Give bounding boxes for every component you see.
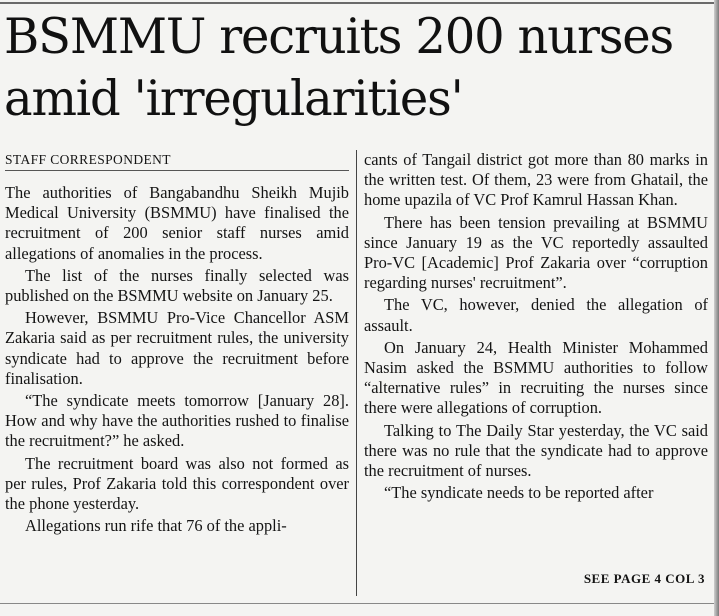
paragraph: The recruitment board was also not formed as per rules, Prof Zakaria told this correspondent over the phone yesterday. [5, 453, 349, 514]
headline-line-2: amid 'irregularities' [4, 70, 463, 127]
continuation-jump: SEE PAGE 4 COL 3 [583, 571, 705, 586]
byline: STAFF CORRESPONDENT [5, 150, 349, 171]
top-rule [0, 2, 719, 4]
column-divider [356, 150, 357, 596]
paragraph: The list of the nurses finally selected was published on the BSMMU website on January 25. [5, 265, 349, 306]
bottom-rule [0, 603, 719, 604]
article-column-right [364, 150, 708, 505]
paragraph: However, BSMMU Pro-Vice Chancellor ASM Zakaria said as per recruitment rules, the university syndicate had to approve the recruitment before finalisation. [5, 308, 349, 388]
article-column-left [5, 150, 349, 538]
paragraph: The VC, however, denied the allegation of assault. [364, 295, 708, 335]
paragraph: There has been tension prevailing at BSMMU since January 19 as the VC reportedly assaulted Pro-VC [Academic] Prof Zakaria over “corruption regarding nurses' recruitment”. [364, 212, 708, 293]
paragraph: Talking to The Daily Star yesterday, the VC said there was no rule that the syndicate had to approve the recruitment of nurses. [364, 420, 708, 481]
paragraph: On January 24, Health Minister Mohammed Nasim asked the BSMMU authorities to follow “alternative rules” in recruiting the nurses since there were allegations of corruption. [364, 337, 708, 418]
headline [4, 6, 702, 130]
headline-line-1: BSMMU recruits 200 nurses [4, 8, 674, 65]
paragraph: The authorities of Bangabandhu Sheikh Mujib Medical University (BSMMU) have finalised the recruitment of 200 senior staff nurses amid allegations of anomalies in the process. [5, 183, 349, 263]
paragraph: “The syndicate needs to be reported after [384, 483, 654, 503]
page-edge [714, 0, 719, 616]
paragraph: “The syndicate meets tomorrow [January 28]. How and why have the authorities rushed to finalise the recruitment?” he asked. [5, 391, 349, 451]
paragraph: cants of Tangail district got more than 80 marks in the written test. Of them, 23 were from Ghatail, the home upazila of VC Prof Kamrul Hassan Khan. [364, 150, 708, 210]
paragraph: Allegations run rife that 76 of the appli- [25, 516, 287, 536]
